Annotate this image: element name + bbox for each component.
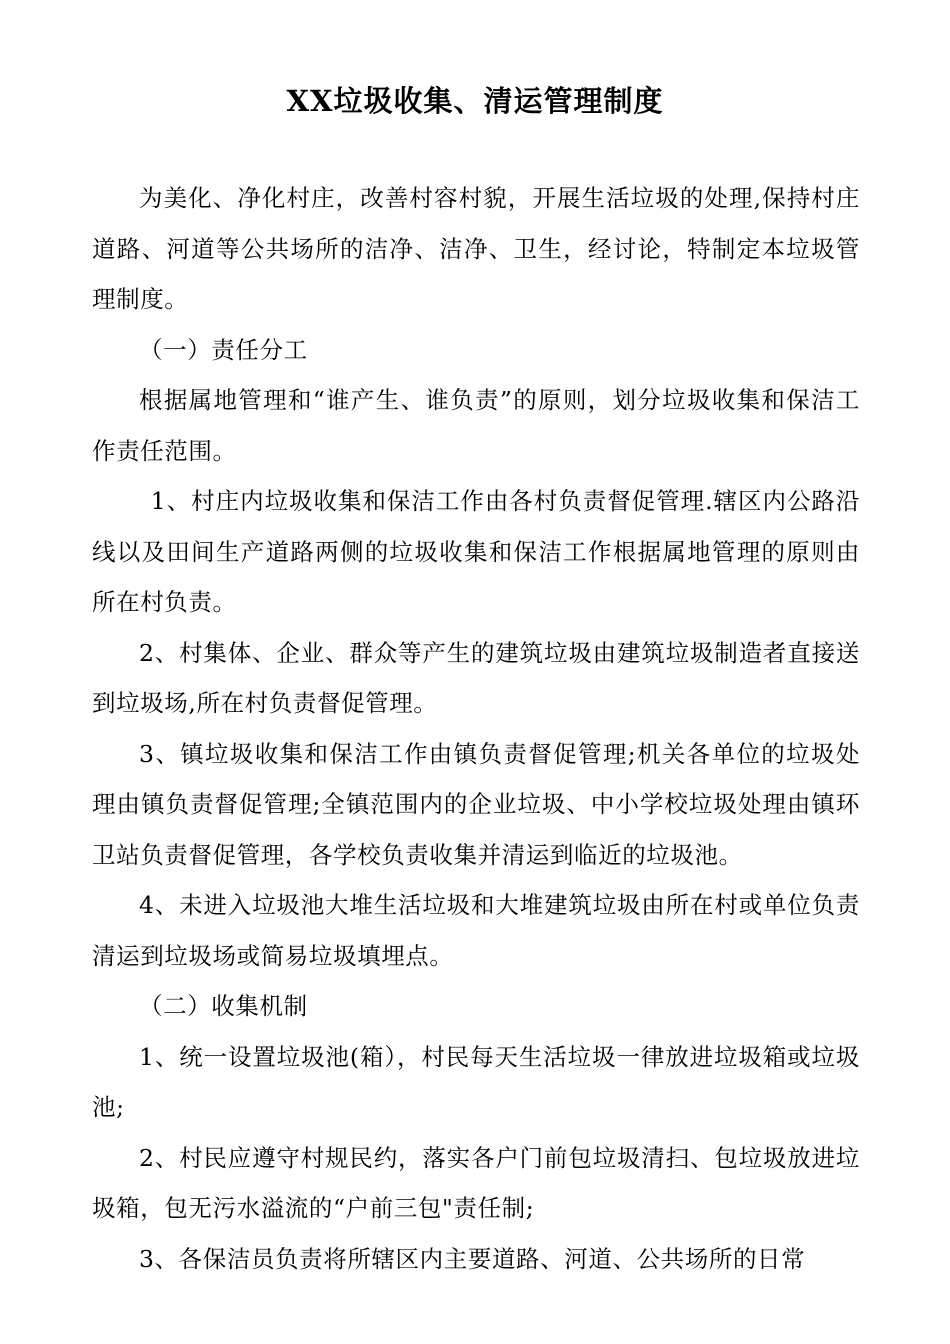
section-heading-collection: （二）收集机制	[139, 992, 308, 1020]
list-item-4: 4、未进入垃圾池大堆生活垃圾和大堆建筑垃圾由所在村或单位负责清运到垃圾场或简易垃圾填埋点。	[92, 891, 860, 970]
collection-item-1: 1、统一设置垃圾池(箱），村民每天生活垃圾一律放进垃圾箱或垃圾池;	[92, 1042, 860, 1121]
list-item-1: 1、村庄内垃圾收集和保洁工作由各村负责督促管理.辖区内公路沿线以及田间生产道路两侧的垃圾收集和保洁工作根据属地管理的原则由所在村负责。	[92, 487, 860, 616]
list-item-3: 3、镇垃圾收集和保洁工作由镇负责督促管理;机关各单位的垃圾处理由镇负责督促管理;全镇范围内的企业垃圾、中小学校垃圾处理由镇环卫站负责督促管理，各学校负责收集并清运到临近的垃圾池。	[92, 739, 860, 869]
intro-paragraph: 为美化、净化村庄，改善村容村貌，开展生活垃圾的处理,保持村庄道路、河道等公共场所的洁净、洁净、卫生，经讨论，特制定本垃圾管理制度。	[92, 184, 860, 313]
document-title: XX垃圾收集、清运管理制度	[286, 84, 664, 118]
list-item-2: 2、村集体、企业、群众等产生的建筑垃圾由建筑垃圾制造者直接送到垃圾场,所在村负责督促管理。	[92, 638, 860, 717]
paragraph-principle: 根据属地管理和“谁产生、谁负责”的原则，划分垃圾收集和保洁工作责任范围。	[92, 386, 860, 465]
document-body	[92, 173, 860, 1284]
section-heading-responsibility: （一）责任分工	[139, 335, 308, 364]
collection-item-2: 2、村民应遵守村规民约，落实各户门前包垃圾清扫、包垃圾放进垃圾箱，包无污水溢流的“户前三包"责任制;	[92, 1143, 860, 1222]
collection-item-3: 3、各保洁员负责将所辖区内主要道路、河道、公共场所的日常	[139, 1244, 806, 1273]
